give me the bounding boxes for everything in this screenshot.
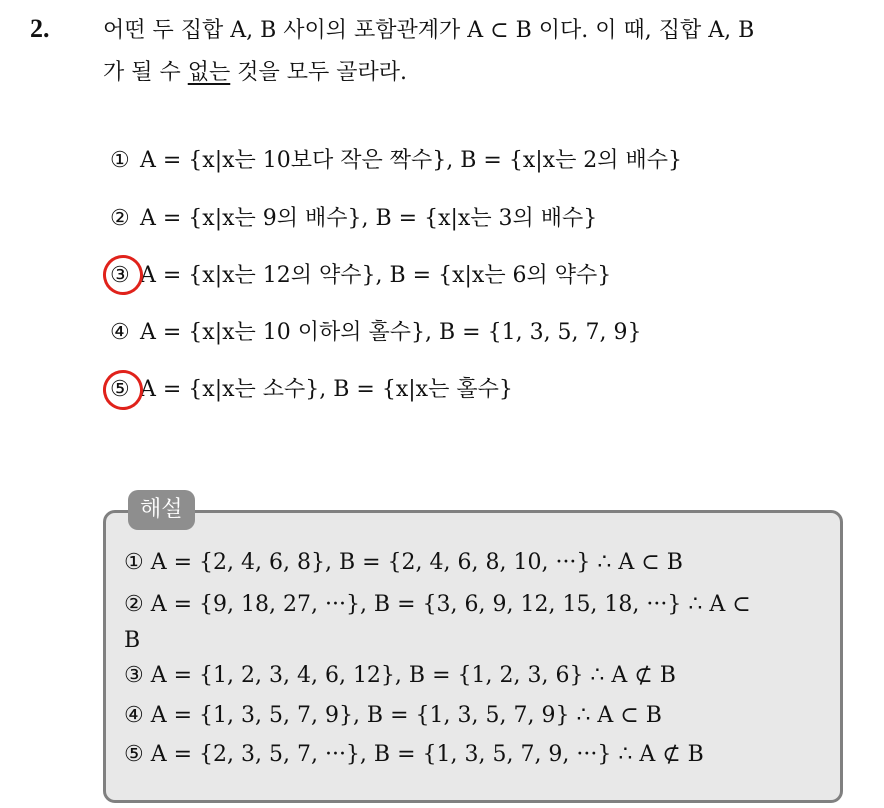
question-text-line1: 어떤 두 집합 A, B 사이의 포함관계가 A ⊂ B 이다. 이 때, 집합 A, B	[103, 18, 755, 43]
question-underlined-word: 없는	[187, 60, 231, 85]
solution-line-5: ⑤ A = {2, 3, 5, 7, ···}, B = {1, 3, 5, 7, 9, ···} ∴ A ⊄ B	[124, 742, 704, 767]
option-3-number: ③	[110, 263, 130, 288]
solution-line-2: ② A = {9, 18, 27, ···}, B = {3, 6, 9, 12, 15, 18, ···} ∴ A ⊂	[124, 592, 751, 617]
option-3-text: A = {x|x는 12의 약수}, B = {x|x는 6의 약수}	[140, 263, 612, 288]
option-1[interactable]	[110, 144, 682, 178]
solution-label-tab: 해설	[128, 490, 195, 530]
solution-line-2-cont: B	[124, 628, 141, 653]
question-number: 2.	[30, 14, 50, 43]
question-line2-before: 가 될 수	[103, 60, 188, 85]
option-1-number: ①	[110, 148, 130, 173]
solution-line-3: ③ A = {1, 2, 3, 4, 6, 12}, B = {1, 2, 3, 6} ∴ A ⊄ B	[124, 663, 676, 688]
option-2-text: A = {x|x는 9의 배수}, B = {x|x는 3의 배수}	[140, 206, 598, 231]
option-1-text: A = {x|x는 10보다 작은 짝수}, B = {x|x는 2의 배수}	[140, 148, 683, 173]
option-2[interactable]	[110, 202, 597, 236]
solution-line-4: ④ A = {1, 3, 5, 7, 9}, B = {1, 3, 5, 7, 9} ∴ A ⊂ B	[124, 703, 662, 728]
option-4[interactable]	[110, 316, 642, 350]
option-4-text: A = {x|x는 10 이하의 홀수}, B = {1, 3, 5, 7, 9}	[140, 320, 642, 345]
option-4-number: ④	[110, 320, 130, 345]
question-line2-after: 것을 모두 골라라.	[230, 60, 408, 85]
option-5-number: ⑤	[110, 377, 130, 402]
option-5-text: A = {x|x는 소수}, B = {x|x는 홀수}	[140, 377, 513, 402]
question-text-line2	[103, 58, 407, 88]
option-2-number: ②	[110, 206, 130, 231]
option-5[interactable]	[110, 373, 513, 407]
option-3[interactable]	[110, 259, 611, 293]
solution-line-1: ① A = {2, 4, 6, 8}, B = {2, 4, 6, 8, 10, ···} ∴ A ⊂ B	[124, 550, 683, 575]
